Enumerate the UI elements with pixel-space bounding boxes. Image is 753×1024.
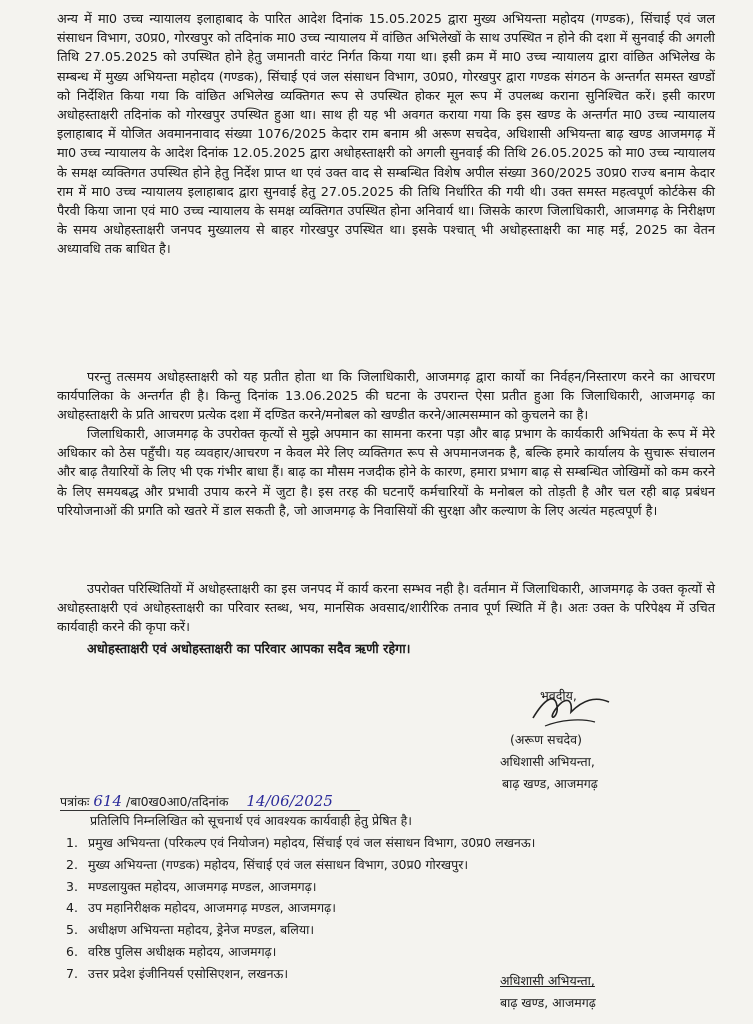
signatory-designation: अधिशासी अभियन्ता, xyxy=(500,754,595,769)
paragraph-5: अधोहस्ताक्षरी एवं अधोहस्ताक्षरी का परिवार आपका सदैव ऋणी रहेगा। xyxy=(87,642,411,657)
reference-date: 14/06/2025 xyxy=(246,792,333,810)
signatory-office-2: बाढ़ खण्ड, आजमगढ़ xyxy=(500,995,596,1010)
list-item: 3. मण्डलायुक्त महोदय, आजमगढ़ मण्डल, आजमगढ़। xyxy=(66,878,317,894)
reference-label: पत्रांकः xyxy=(60,794,90,809)
reference-line xyxy=(60,792,333,810)
paragraph-1: अन्य में मा0 उच्च न्यायालय इलाहाबाद के पारित आदेश दिनांक 15.05.2025 द्वारा मुख्य अभियन्ता महोदय (गण्डक), सिंचाई एवं जल संसाधन विभाग, उ0प्र0, गोरखपुर को तदिनांक मा0 उच्च न्यायालय में वांछित अभिलेखों के साथ उपस्थित न होने की दशा में सुनवाई की अगली तिथि 27.05.2025 को उपस्थित होने हेतु जमानती वारंट निर्गत किया गया था। इसी क्रम में मा0 उच्च न्यायालय द्वारा वांछित अभिलेख के सम्बन्ध में मुख्य अभियन्ता महोदय (गण्डक), सिंचाई एवं जल संसाधन विभाग, उ0प्र0, गोरखपुर द्वारा गण्डक संगठन के अन्तर्गत समस्त खण्डों को निर्देशित किया गया कि वांछित अभिलेख व्यक्तिगत रूप से उपस्थित होकर मूल रूप में उपलब्ध कराना सुनिश्चित करें। इसी कारण अधोहस्ताक्षरी तदिनांक को गोरखपुर उपस्थित हुआ था। साथ ही यह भी अवगत कराया गया कि इस खण्ड के अन्तर्गत मा0 उच्च न्यायालय इलाहाबाद में योजित अवमाननावाद संख्या 1076/2025 केदार राम बनाम श्री अरूण सचदेव, अधिशासी अभियन्ता बाढ़ खण्ड आजमगढ़ में मा0 उच्च न्यायालय के आदेश दिनांक 12.05.2025 द्वारा अधोहस्ताक्षरी को अगली सुनवाई की तिथि 26.05.2025 को मा0 उच्च न्यायालय के समक्ष व्यक्तिगत उपस्थित होने हेतु निर्देश प्राप्त था एवं उक्त वाद से सम्बन्धित विशेष अपील संख्या 360/2025 उ0प्र0 राज्य बनाम केदार राम में मा0 उच्च न्यायालय इलाहाबाद द्वारा सुनवाई हेतु 27.05.2025 की तिथि निर्धारित की गयी थी। उक्त समस्त महत्वपूर्ण कोर्टकेस की पैरवी किया जाना एवं मा0 उच्च न्यायालय के समक्ष व्यक्तिगत उपस्थित होना अनिवार्य था। जिसके कारण जिलाधिकारी, आजमगढ़ के निरीक्षण के समय अधोहस्ताक्षरी जनपद मुख्यालय से बाहर गोरखपुर उपस्थित था। इसके पश्चात् भी अधोहस्ताक्षरी का माह मई, 2025 का वेतन अध्यावधि तक बाधित है। xyxy=(57,12,715,258)
reference-number: 614 xyxy=(93,792,122,810)
signature-block-2 xyxy=(500,970,596,1014)
list-item: 4. उप महानिरीक्षक महोदय, आजमगढ़ मण्डल, आजमगढ़। xyxy=(66,900,336,916)
signatory-designation-2: अधिशासी अभियन्ता, xyxy=(500,973,595,988)
reference-mid: /बा0ख0आ0/तदिनांक xyxy=(125,794,229,809)
reference-underline xyxy=(60,810,360,811)
list-item: 5. अधीक्षण अभियन्ता महोदय, ड्रेनेज मण्डल, बलिया। xyxy=(66,922,315,938)
cc-list xyxy=(66,832,535,985)
closing-text: भवदीय, xyxy=(540,688,577,703)
copy-intro: प्रतिलिपि निम्नलिखित को सूचनार्थ एवं आवश्यक कार्यवाही हेतु प्रेषित है। xyxy=(90,813,413,828)
paragraph-3: जिलाधिकारी, आजमगढ़ के उपरोक्त कृत्यों से मुझे अपमान का सामना करना पड़ा और बाढ़ प्रभाग के कार्यकारी अभियंता के रूप में मेरे अधिकार को ठेस पहुँची। यह व्यवहार/आचरण न केवल मेरे लिए व्यक्तिगत रूप से अपमानजनक है, बल्कि हमारे कार्यालय के सुचारू संचालन और बाढ़ तैयारियों के लिए भी एक गंभीर बाधा हैं। बाढ़ का मौसम नजदीक होने के कारण, हमारा प्रभाग बाढ़ से सम्बन्धित जोखिमों को कम करने के लिए समयबद्ध और प्रभावी उपाय करने में जुटा है। इस तरह की घटनाएँ कर्मचारियों के मनोबल को तोड़ती है और चल रही बाढ़ प्रबंधन परियोजनाओं की प्रगति को खतरे में डाल सकती है, जो आजमगढ़ के निवासियों की सुरक्षा और कल्याण के लिए अत्यंत महत्वपूर्ण है। xyxy=(57,427,715,519)
signature-block xyxy=(500,685,598,795)
list-item: 2. मुख्य अभियन्ता (गण्डक) महोदय, सिंचाई एवं जल संसाधन विभाग, उ0प्र0 गोरखपुर। xyxy=(66,856,469,872)
list-item: 1. प्रमुख अभियन्ता (परिकल्प एवं नियोजन) महोदय, सिंचाई एवं जल संसाधन विभाग, उ0प्र0 लखनऊ। xyxy=(66,835,536,850)
paragraph-2: परन्तु तत्समय अधोहस्ताक्षरी को यह प्रतीत होता था कि जिलाधिकारी, आजमगढ़ द्वारा कार्यो का निर्वहन/निस्तारण करने का आचरण कार्यपालिका के अन्तर्गत ही है। किन्तु दिनांक 13.06.2025 की घटना के उपरान्त ऐसा प्रतीत हुआ कि जिलाधिकारी, आजमगढ़ का अधोहस्ताक्षरी के प्रति आचरण प्रत्येक दशा में दण्डित करने/मनोबल को खण्डीत करने/आत्मसम्मान को कुचलने का है। xyxy=(57,370,715,424)
signatory-name: (अरूण सचदेव) xyxy=(510,732,583,747)
list-item: 7. उत्तर प्रदेश इंजीनियर्स एसोसिएशन, लखनऊ। xyxy=(66,965,289,981)
paragraph-4: उपरोक्त परिस्थितियों में अधोहस्ताक्षरी का इस जनपद में कार्य करना सम्भव नही है। वर्तमान में जिलाधिकारी, आजमगढ़ के उक्त कृत्यों से अधोहस्ताक्षरी एवं अधोहस्ताक्षरी का परिवार स्तब्ध, भय, मानसिक अवसाद/शारीरिक तनाव पूर्ण स्थिति में है। अतः उक्त के परिपेक्ष्य में उचित कार्यवाही करने की कृपा करें। xyxy=(57,582,715,636)
signatory-office: बाढ़ खण्ड, आजमगढ़ xyxy=(502,776,598,791)
list-item: 6. वरिष्ठ पुलिस अधीक्षक महोदय, आजमगढ़। xyxy=(66,943,277,959)
